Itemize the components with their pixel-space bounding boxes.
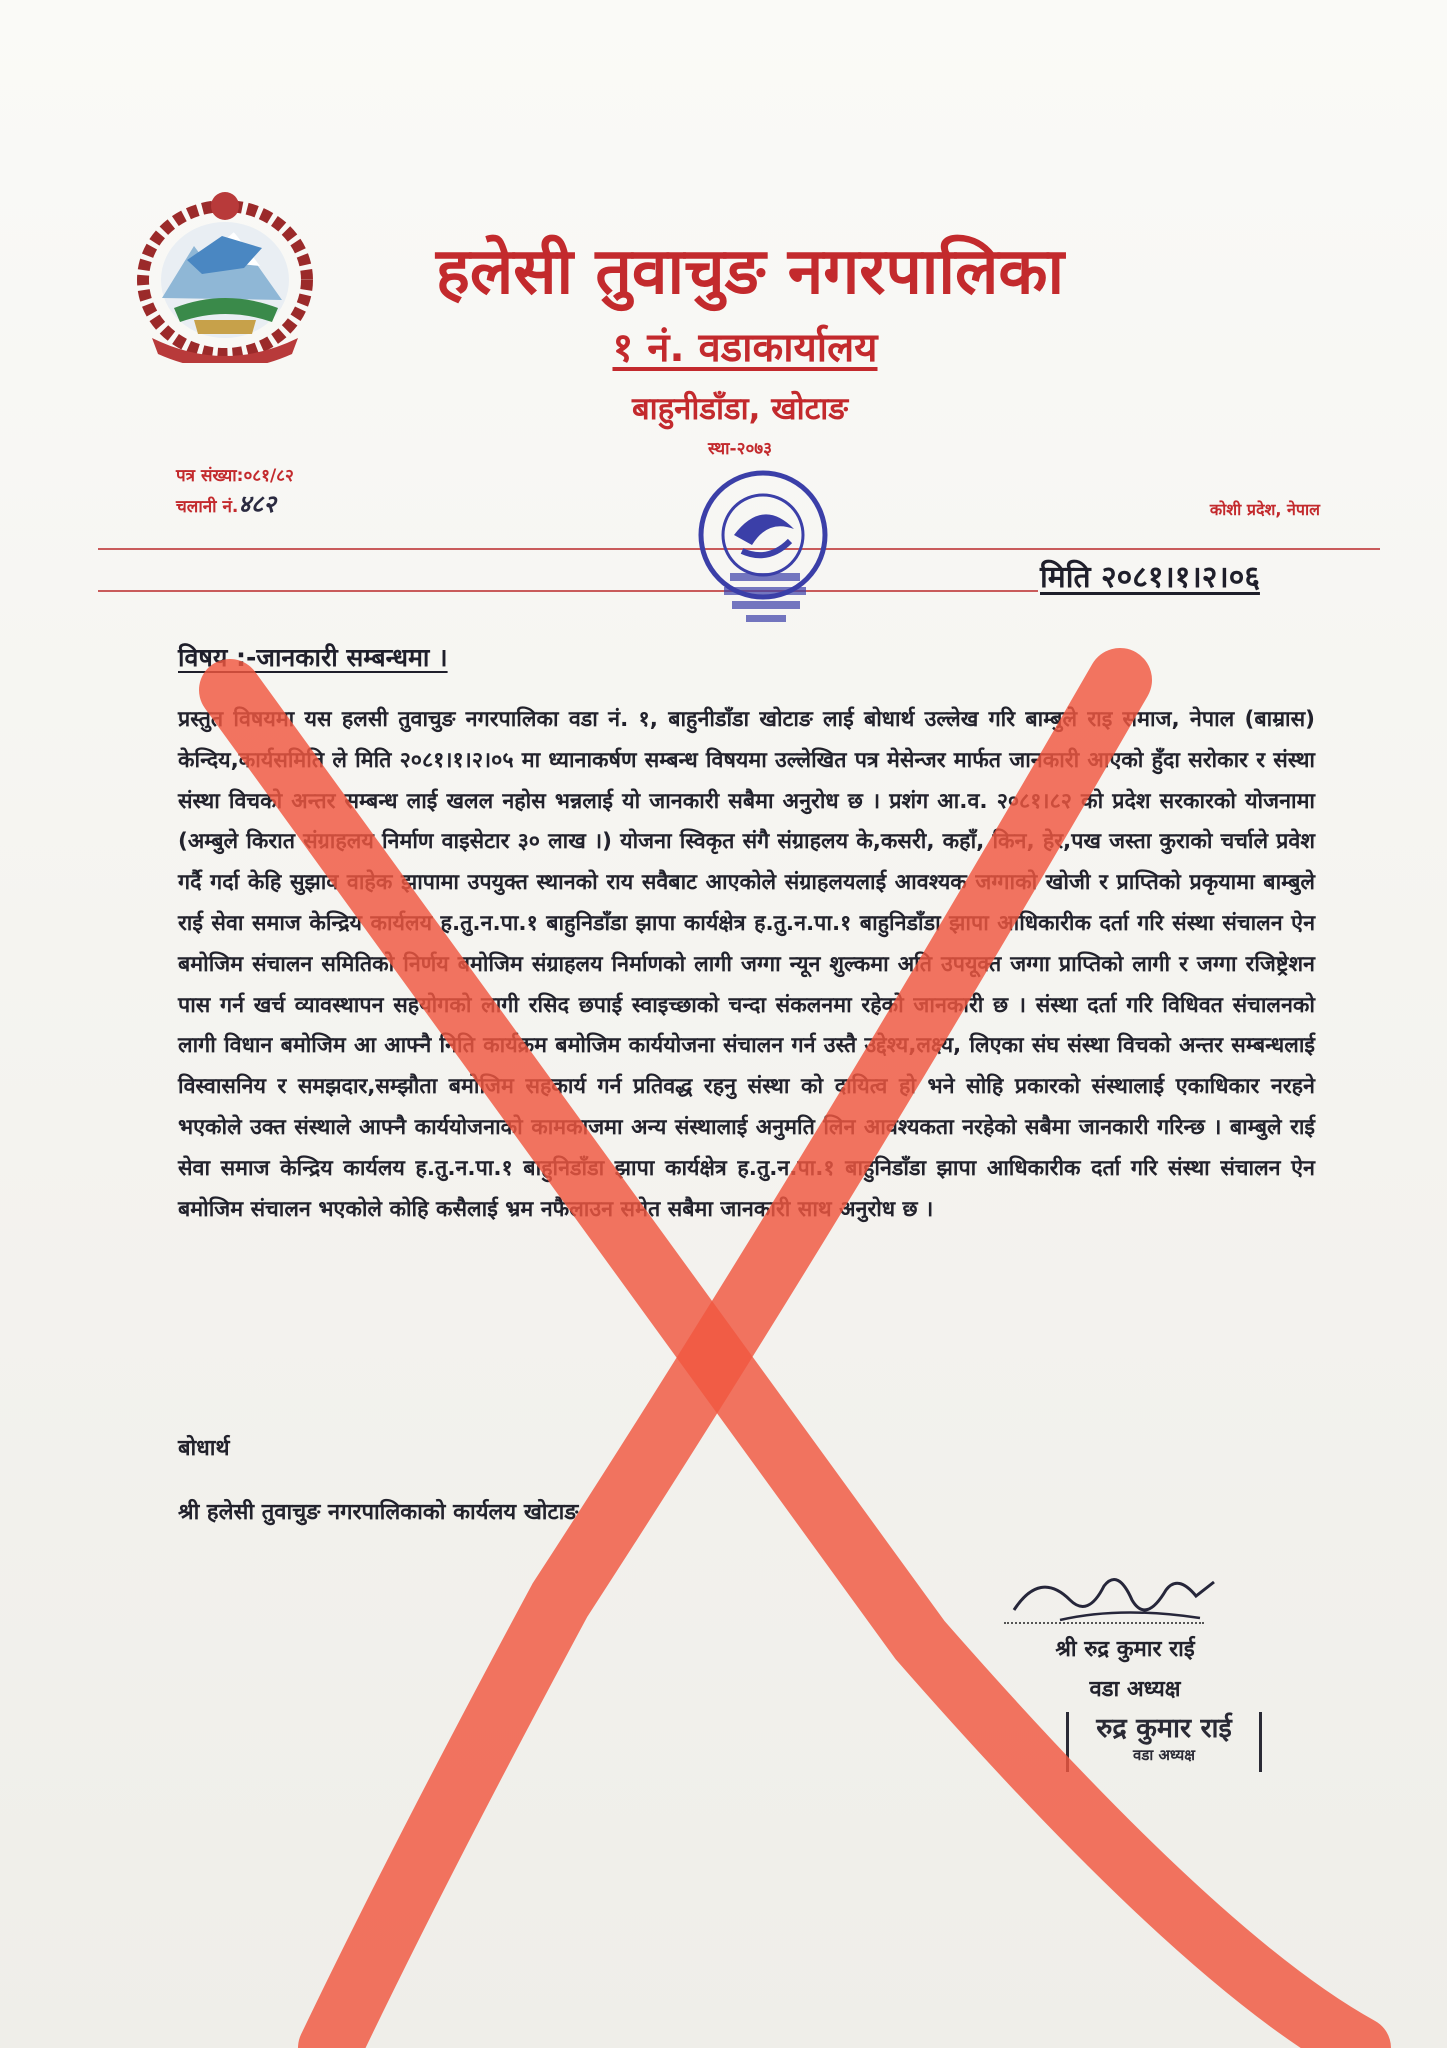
header-rule-bottom <box>98 590 1038 592</box>
letter-date: मिति २०८१।१।२।०६ <box>1040 560 1260 595</box>
stamp-title: वडा अध्यक्ष <box>1132 1746 1196 1764</box>
signatory-title: वडा अध्यक्ष <box>1089 1677 1181 1702</box>
cc-recipient: श्री हलेसी तुवाचुङ नगरपालिकाको कार्यलय खोटाङ <box>178 1500 579 1525</box>
stamp-name: रुद्र कुमार राई <box>1096 1713 1232 1744</box>
province-label: कोशी प्रदेश, नेपाल <box>1209 500 1320 519</box>
dispatch-label: चलानी नं. <box>176 497 239 517</box>
letter-subject: विषय :-जानकारी सम्बन्धमा । <box>178 643 448 672</box>
dispatch-number-row <box>176 490 396 521</box>
ward-office-seal-icon <box>672 455 854 633</box>
established-year: स्था-२०७३ <box>708 439 772 459</box>
dispatch-number: ४८२ <box>238 489 276 518</box>
organization-name: हलेसी तुवाचुङ नगरपालिका <box>435 235 1065 309</box>
signature-line <box>1004 1622 1204 1624</box>
letter-body: प्रस्तुत विषयमा यस हलसी तुवाचुङ नगरपालिका वडा नं. १, बाहुनीडाँडा खोटाङ लाई बोधार्थ उल्लेख गरि बाम्बुले राइ समाज, नेपाल (बाम्रास) केन्दिय,कार्यसमिति ले मिति २०८१।१।२।०५ मा ध्यानाकर्षण सम्बन्ध विषयमा उल्लेखित पत्र मेसेन्जर मार्फत जानकारी आएको हुँदा सरोकार र संस्था संस्था विचको अन्तर सम्बन्ध लाई खलल नहोस भन्नलाई यो जानकारी सबैमा अनुरोध छ । प्रशंग आ.व. २०८१।८२ को प्रदेश सरकारको योजनामा (अम्बुले किरात संग्राहलय निर्माण वाइसेटार ३० लाख ।) योजना स्विकृत संगै संग्राहलय के,कसरी, कहाँ, किन, हेर,पख जस्ता कुराको चर्चाले प्रवेश गर्दै गर्दा केहि सुझाव वाहेक झापामा उपयुक्त स्थानको राय सवैबाट आएकोले संग्राहलयलाई आवश्यक जग्गाको खोजी र प्राप्तिको प्रकृयामा बाम्बुले राई सेवा समाज केन्द्रिय कार्यलय ह.तु.न.पा.१ बाहुनिडाँडा झापा कार्यक्षेत्र ह.तु.न.पा.१ बाहुनिडाँडा झापा आधिकारीक दर्ता गरि संस्था संचालन ऐन बमोजिम संचालन समितिको निर्णय बमोजिम संग्राहलय निर्माणको लागी जग्गा न्यून शुल्कमा अति उपयूक्त जग्गा प्राप्तिको लागी र जग्गा रजिष्ट्रेशन पास गर्न खर्च व्यावस्थापन सहयोगको लागी रसिद छपाई स्वाइच्छाको चन्दा संकलनमा रहेको जानकारी छ । संस्था दर्ता गरि विधिवत संचालनको लागी विधान बमोजिम आ आफ्नै निति कार्यक्रम बमोजिम कार्ययोजना संचालन गर्न उस्तै उद्देश्य,लक्ष्य, लिएका संघ संस्था विचको अन्तर सम्बन्धलाई विस्वासनिय र समझदार,सम्झौता बमोजिम सहकार्य गर्न प्रतिवद्ध रहनु संस्था को दायित्व हो भने सोहि प्रकारको संस्थालाई एकाधिकार नरहने भएकोले उक्त संस्थाले आफ्नै कार्ययोजनाको कामकाजमा अन्य संस्थालाई अनुमति लिन आवश्यकता नरहेको सबैमा जानकारी गरिन्छ । बाम्बुले राई सेवा समाज केन्द्रिय कार्यलय ह.तु.न.पा.१ बाहुनिडाँडा झापा कार्यक्षेत्र ह.तु.न.पा.१ बाहुनिडाँडा झापा आधिकारीक दर्ता गरि संस्था संचालन ऐन बमोजिम संचालन भएकोले कोहि कसैलाई भ्रम नफैलाउन समेत सबैमा जानकारी साथ अनुरोध छ । <box>178 707 1315 1222</box>
name-stamp <box>1066 1712 1262 1772</box>
ward-office-title: १ नं. वडाकार्यालय <box>612 325 878 371</box>
nepal-emblem-icon <box>132 188 318 363</box>
cc-label: बोधार्थ <box>178 1436 230 1461</box>
signature-icon <box>1000 1560 1230 1640</box>
office-address: बाहुनीडाँडा, खोटाङ <box>631 391 848 427</box>
letter-number: पत्र संख्या:०८१/८२ <box>176 466 294 486</box>
reference-block <box>176 462 396 521</box>
signatory-name: श्री रुद्र कुमार राई <box>1055 1637 1195 1662</box>
